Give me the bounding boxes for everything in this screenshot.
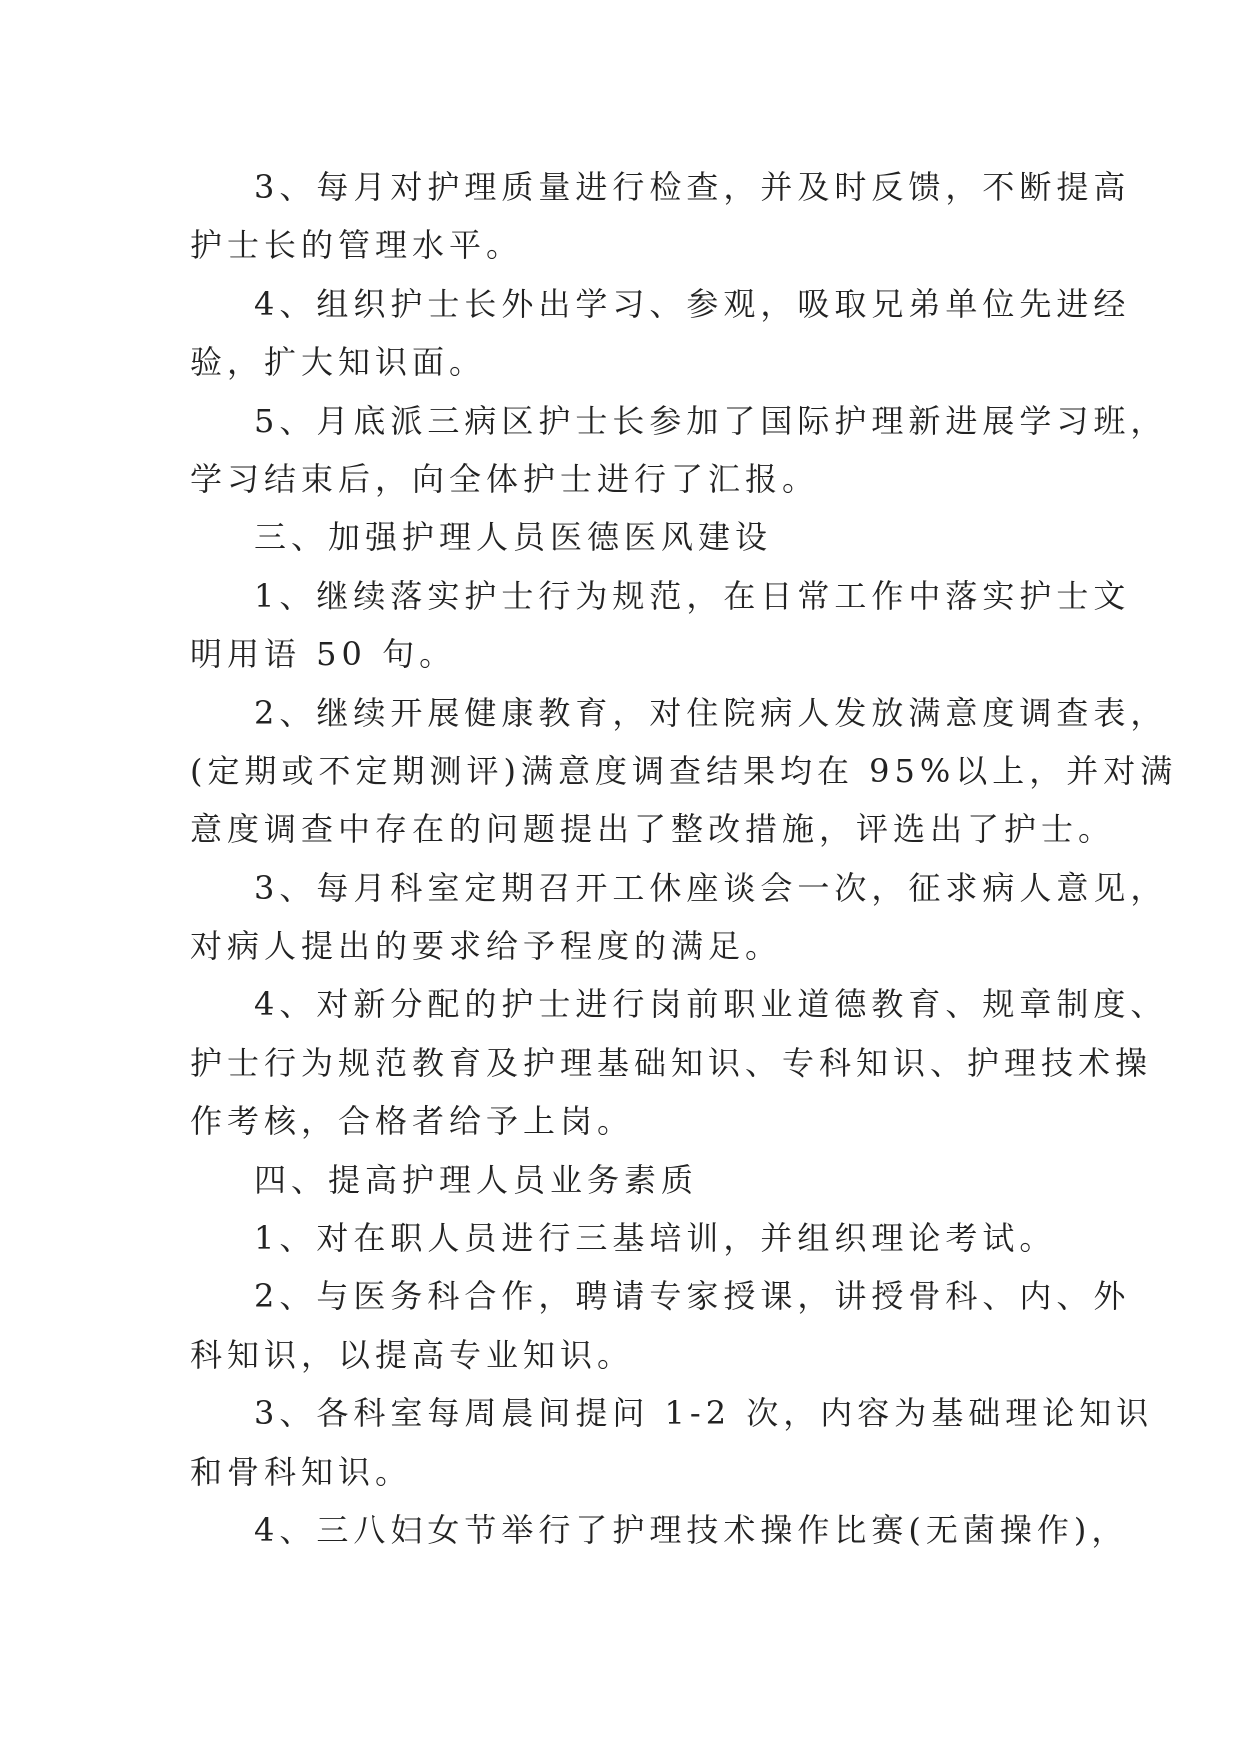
text-line: 验，扩大知识面。 [190, 343, 487, 382]
text-line: 1、继续落实护士行为规范，在日常工作中落实护士文 [254, 576, 1131, 615]
text-line: 5、月底派三病区护士长参加了国际护理新进展学习班， [254, 401, 1168, 440]
text-line: 2、继续开展健康教育，对住院病人发放满意度调查表， [254, 693, 1168, 732]
text-line: 3、每月对护理质量进行检查，并及时反馈，不断提高 [254, 168, 1131, 206]
text-line: 学习结束后，向全体护士进行了汇报。 [190, 459, 820, 498]
document-page [190, 158, 1178, 1559]
text-line: 作考核，合格者给予上岗。 [190, 1102, 635, 1141]
text-line: 3、各科室每周晨间提问 1-2 次，内容为基础理论知识 [254, 1394, 1154, 1433]
text-line: 科知识，以提高专业知识。 [190, 1335, 635, 1374]
text-line: (定期或不定期测评)满意度调查结果均在 95%以上，并对满 [190, 751, 1178, 790]
text-line: 明用语 50 句。 [190, 635, 457, 674]
text-line: 对病人提出的要求给予程度的满足。 [190, 927, 783, 966]
text-line: 护士行为规范教育及护理基础知识、专科知识、护理技术操 [190, 1043, 1153, 1082]
text-line: 护士长的管理水平。 [190, 226, 524, 265]
text-line: 4、组织护士长外出学习、参观，吸取兄弟单位先进经 [254, 284, 1131, 323]
text-line: 2、与医务科合作，聘请专家授课，讲授骨科、内、外 [254, 1277, 1131, 1316]
text-line: 3、每月科室定期召开工休座谈会一次，征求病人意见， [254, 868, 1168, 907]
section-heading: 四、提高护理人员业务素质 [254, 1160, 699, 1199]
text-line: 4、对新分配的护士进行岗前职业道德教育、规章制度、 [254, 985, 1168, 1024]
text-line: 和骨科知识。 [190, 1452, 413, 1491]
text-line: 意度调查中存在的问题提出了整改措施，评选出了护士。 [190, 810, 1116, 849]
text-line: 1、对在职人员进行三基培训，并组织理论考试。 [254, 1219, 1057, 1258]
text-line: 4、三八妇女节举行了护理技术操作比赛(无菌操作)， [254, 1510, 1129, 1549]
section-heading: 三、加强护理人员医德医风建设 [254, 518, 773, 557]
